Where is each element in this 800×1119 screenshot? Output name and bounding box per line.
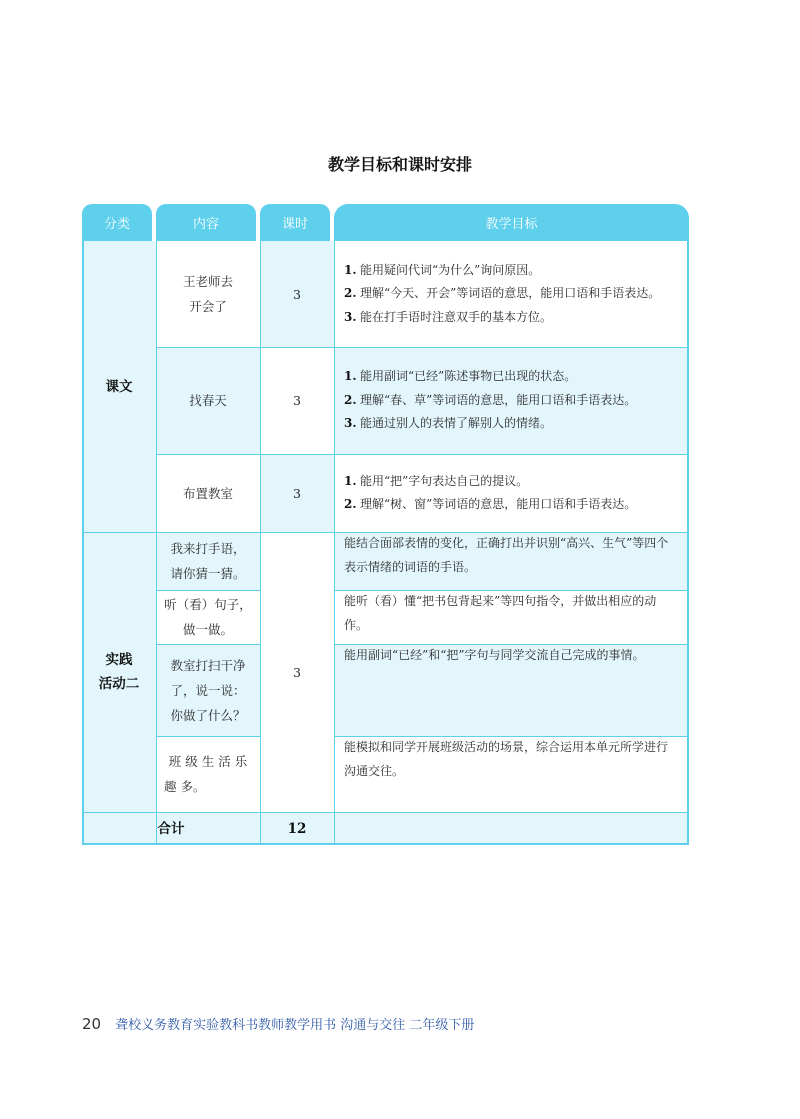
grid-line: [82, 812, 689, 813]
lesson-content: 布置教室: [156, 454, 260, 532]
grid-line: [334, 644, 689, 645]
activity-goal: 能结合面部表情的变化，正确打出并识别“高兴、生气”等四个表示情绪的词语的手语。: [334, 532, 689, 590]
category-lessons: 课文: [82, 241, 156, 532]
grid-line: [156, 347, 689, 348]
book-series-title: 聋校义务教育实验教科书教师教学用书 沟通与交往 二年级下册: [115, 1018, 475, 1033]
activity-goal: 能听（看）懂“把书包背起来”等四句指令，并做出相应的动作。: [334, 590, 689, 644]
activity-content-line: 你做了什么？: [170, 707, 246, 723]
goal-item: 2. 理解“今天、开会”等词语的意思，能用口语和手语表达。: [344, 286, 661, 301]
total-hours: 12: [260, 812, 334, 845]
category-line: 活动二: [98, 676, 140, 692]
header-category: 分类: [82, 204, 152, 241]
activity-content-line: 我来打手语，: [170, 541, 246, 556]
activity-content-line: 做一做。: [182, 622, 233, 637]
lesson-hours: 3: [260, 454, 334, 532]
grid-line: [156, 454, 689, 455]
header-content: 内容: [156, 204, 256, 241]
activity-content-line: 教室打扫干净: [170, 657, 246, 673]
category-line: 实践: [105, 652, 133, 668]
lesson-hours: 3: [260, 347, 334, 454]
page-number: 20: [82, 1015, 102, 1033]
activity-hours: 3: [260, 532, 334, 812]
activity-goal: 能模拟和同学开展班级活动的场景，综合运用本单元所学进行沟通交往。: [334, 736, 689, 812]
activity-content-line: 趣 多。: [164, 779, 206, 794]
page-title: 教学目标和课时安排: [327, 155, 472, 174]
lesson-content: [156, 241, 260, 347]
activity-goal: 能用副词“已经”和“把”字句与同学交流自己完成的事情。: [334, 644, 689, 736]
lesson-content: 找春天: [156, 347, 260, 454]
grid-line: [334, 736, 689, 737]
activity-content-line: 听（看）句子，: [164, 597, 252, 612]
header-goals: 教学目标: [334, 204, 689, 241]
grid-line: [334, 241, 335, 845]
activity-content: [156, 532, 260, 590]
activity-content: [156, 590, 260, 644]
goal-item: 1. 能用疑问代词“为什么”询问原因。: [344, 262, 541, 277]
lesson-goals: [334, 347, 689, 454]
goal-item: 1. 能用副词“已经”陈述事物已出现的状态。: [344, 369, 577, 384]
schedule-table: [82, 204, 689, 845]
grid-line: [156, 590, 260, 591]
table-border-bottom: [82, 843, 689, 845]
activity-content-line: 了，说一说：: [170, 682, 246, 698]
goal-item: 1. 能用“把”字句表达自己的提议。: [344, 473, 529, 488]
lesson-content-line: 王老师去: [182, 274, 233, 289]
lesson-goals: [334, 241, 689, 347]
goal-item: 3. 能通过别人的表情了解别人的情绪。: [344, 416, 553, 431]
lesson-content-line: 开会了: [189, 299, 227, 314]
category-activity: [82, 532, 156, 812]
header-hours: 课时: [260, 204, 330, 241]
grid-line: [334, 590, 689, 591]
activity-content-line: 请你猜一猜。: [170, 566, 246, 581]
page-footer: [82, 1014, 474, 1033]
grid-line: [156, 736, 260, 737]
total-goal-empty: [334, 812, 689, 845]
goal-item: 3. 能在打手语时注意双手的基本方位。: [344, 309, 553, 324]
grid-line: [156, 644, 260, 645]
grid-line: [156, 241, 157, 845]
table-border-left: [82, 241, 84, 845]
activity-content-line: 班 级 生 活 乐: [168, 754, 248, 769]
activity-content: [156, 736, 260, 812]
goal-item: 2. 理解“树、窗”等词语的意思，能用口语和手语表达。: [344, 497, 637, 511]
grid-line: [82, 532, 689, 533]
total-label: 合计: [82, 812, 260, 845]
lesson-hours: 3: [260, 241, 334, 347]
grid-line: [260, 241, 261, 845]
activity-content: [156, 644, 260, 736]
lesson-goals: [334, 454, 689, 532]
goal-item: 2. 理解“春、草”等词语的意思，能用口语和手语表达。: [344, 392, 637, 407]
table-border-right: [687, 241, 689, 845]
